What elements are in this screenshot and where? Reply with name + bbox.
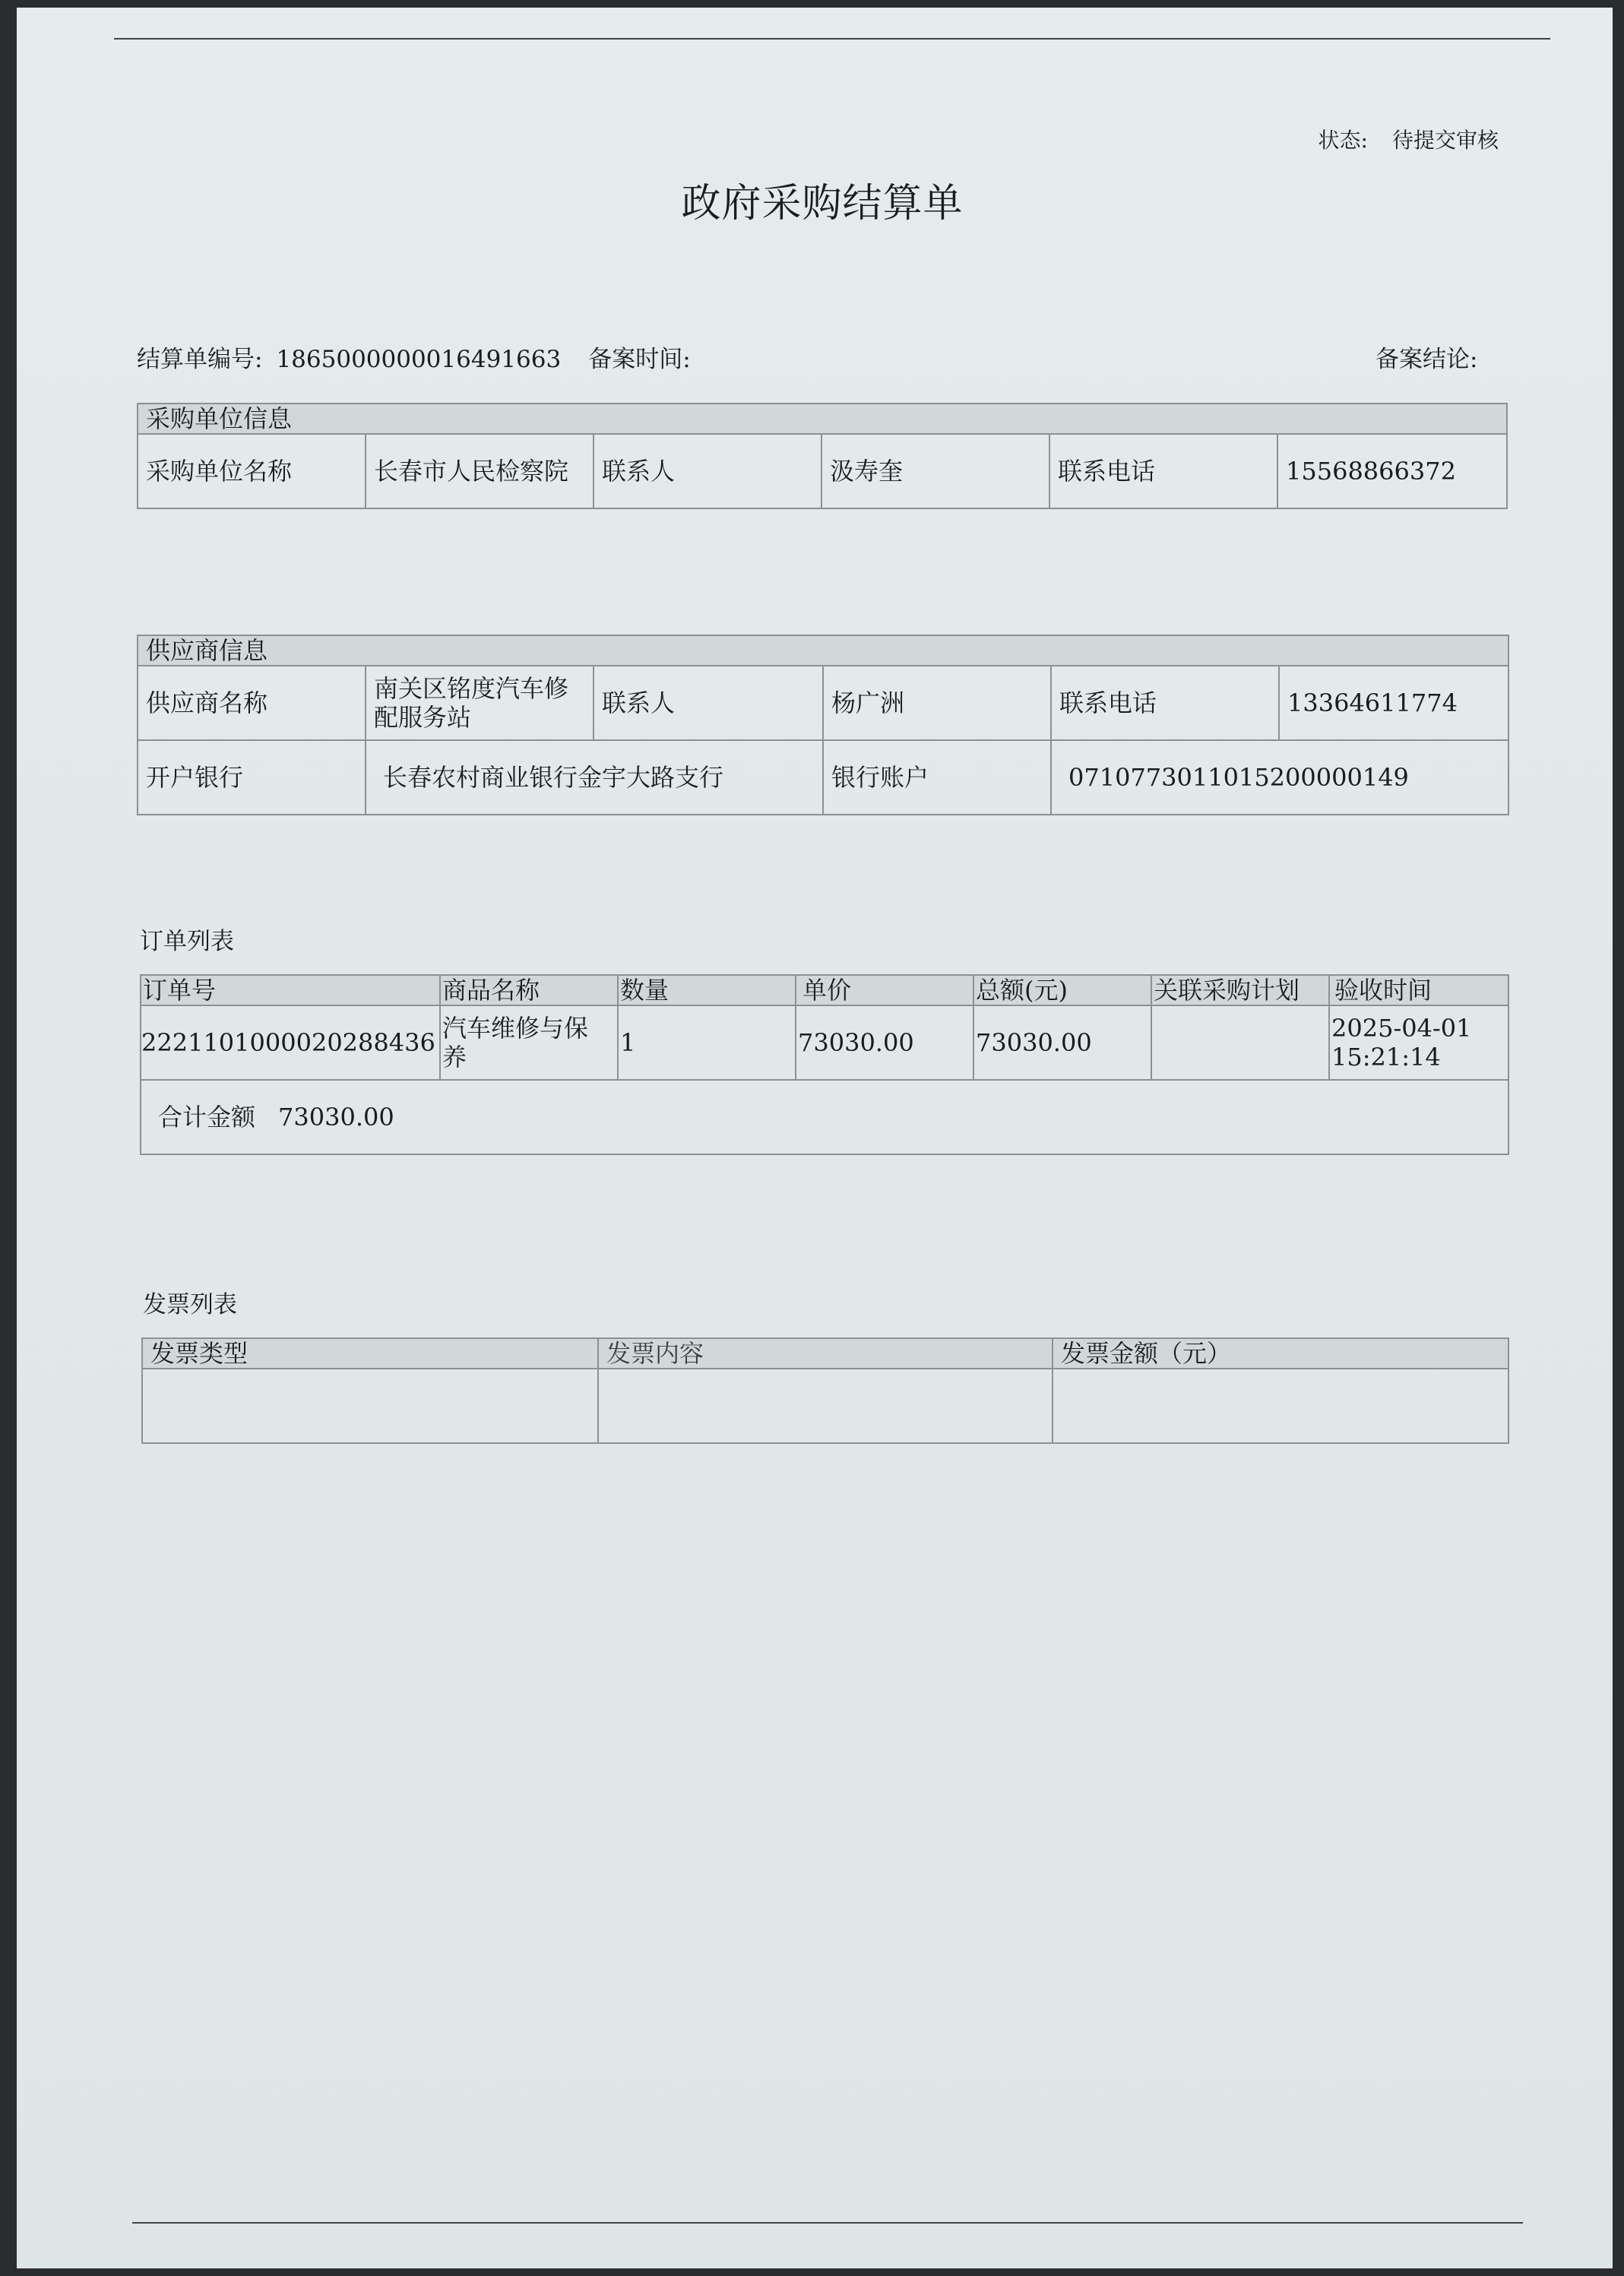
supplier-bank-label: 开户银行: [138, 740, 366, 815]
order-product: 汽车维修与保养: [440, 1005, 618, 1080]
settlement-meta: [137, 340, 691, 374]
invoices-table: [141, 1337, 1509, 1444]
bottom-rule: [132, 2222, 1523, 2224]
status-label: 状态:: [1318, 128, 1368, 153]
status-line: [1319, 124, 1499, 154]
order-no: 2221101000020288436: [141, 1005, 440, 1080]
col-plan: 关联采购计划: [1151, 975, 1329, 1005]
purchaser-name-label: 采购单位名称: [138, 434, 366, 508]
table-row: [141, 1005, 1508, 1080]
supplier-contact-label: 联系人: [594, 666, 823, 740]
orders-table: [140, 974, 1509, 1155]
invoice-empty-cell: [142, 1369, 598, 1443]
purchaser-header: 采购单位信息: [138, 404, 1507, 434]
document-page: [17, 8, 1613, 2268]
purchaser-phone-label: 联系电话: [1049, 434, 1277, 508]
col-order-no: 订单号: [141, 975, 440, 1005]
top-rule: [114, 38, 1550, 40]
col-product: 商品名称: [440, 975, 618, 1005]
supplier-phone: 13364611774: [1279, 666, 1508, 740]
supplier-account-label: 银行账户: [823, 740, 1051, 815]
table-row: [142, 1369, 1508, 1443]
supplier-bank: 长春农村商业银行金宇大路支行: [366, 740, 823, 815]
supplier-contact: 杨广洲: [823, 666, 1051, 740]
supplier-table: [137, 635, 1509, 815]
filing-conclusion-label: 备案结论:: [1375, 346, 1478, 373]
col-qty: 数量: [618, 975, 796, 1005]
supplier-name-label: 供应商名称: [138, 666, 366, 740]
orders-sum: [141, 1080, 1508, 1154]
col-unit-price: 单价: [796, 975, 973, 1005]
supplier-phone-label: 联系电话: [1051, 666, 1279, 740]
col-total: 总额(元): [973, 975, 1151, 1005]
purchaser-table: [137, 403, 1508, 509]
page-title: 政府采购结算单: [681, 181, 964, 226]
filing-time-label: 备案时间:: [588, 346, 691, 373]
supplier-header: 供应商信息: [138, 635, 1508, 666]
sum-value: 73030.00: [278, 1103, 394, 1132]
status-value: 待提交审核: [1391, 128, 1499, 153]
col-accepted-at: 验收时间: [1329, 975, 1508, 1005]
col-invoice-content: 发票内容: [598, 1338, 1053, 1369]
supplier-account: 0710773011015200000149: [1051, 740, 1508, 815]
purchaser-contact: 汲寿奎: [821, 434, 1049, 508]
purchaser-name: 长春市人民检察院: [366, 434, 594, 508]
purchaser-contact-label: 联系人: [594, 434, 821, 508]
invoice-empty-cell: [1053, 1369, 1508, 1443]
purchaser-phone: 15568866372: [1277, 434, 1507, 508]
order-unit-price: 73030.00: [796, 1005, 973, 1080]
order-accepted-at: 2025-04-01 15:21:14: [1329, 1005, 1508, 1080]
col-invoice-type: 发票类型: [142, 1338, 598, 1369]
orders-section-label: 订单列表: [140, 928, 234, 955]
col-invoice-amount: 发票金额（元）: [1053, 1338, 1508, 1369]
order-total: 73030.00: [973, 1005, 1151, 1080]
order-qty: 1: [618, 1005, 796, 1080]
settlement-no: 1865000000016491663: [276, 346, 562, 373]
invoices-section-label: 发票列表: [143, 1291, 237, 1318]
order-plan: [1151, 1005, 1329, 1080]
invoice-empty-cell: [598, 1369, 1053, 1443]
settlement-no-label: 结算单编号:: [137, 346, 263, 373]
supplier-name: 南关区铭度汽车修配服务站: [366, 666, 594, 740]
sum-label: 合计金额: [158, 1103, 256, 1132]
